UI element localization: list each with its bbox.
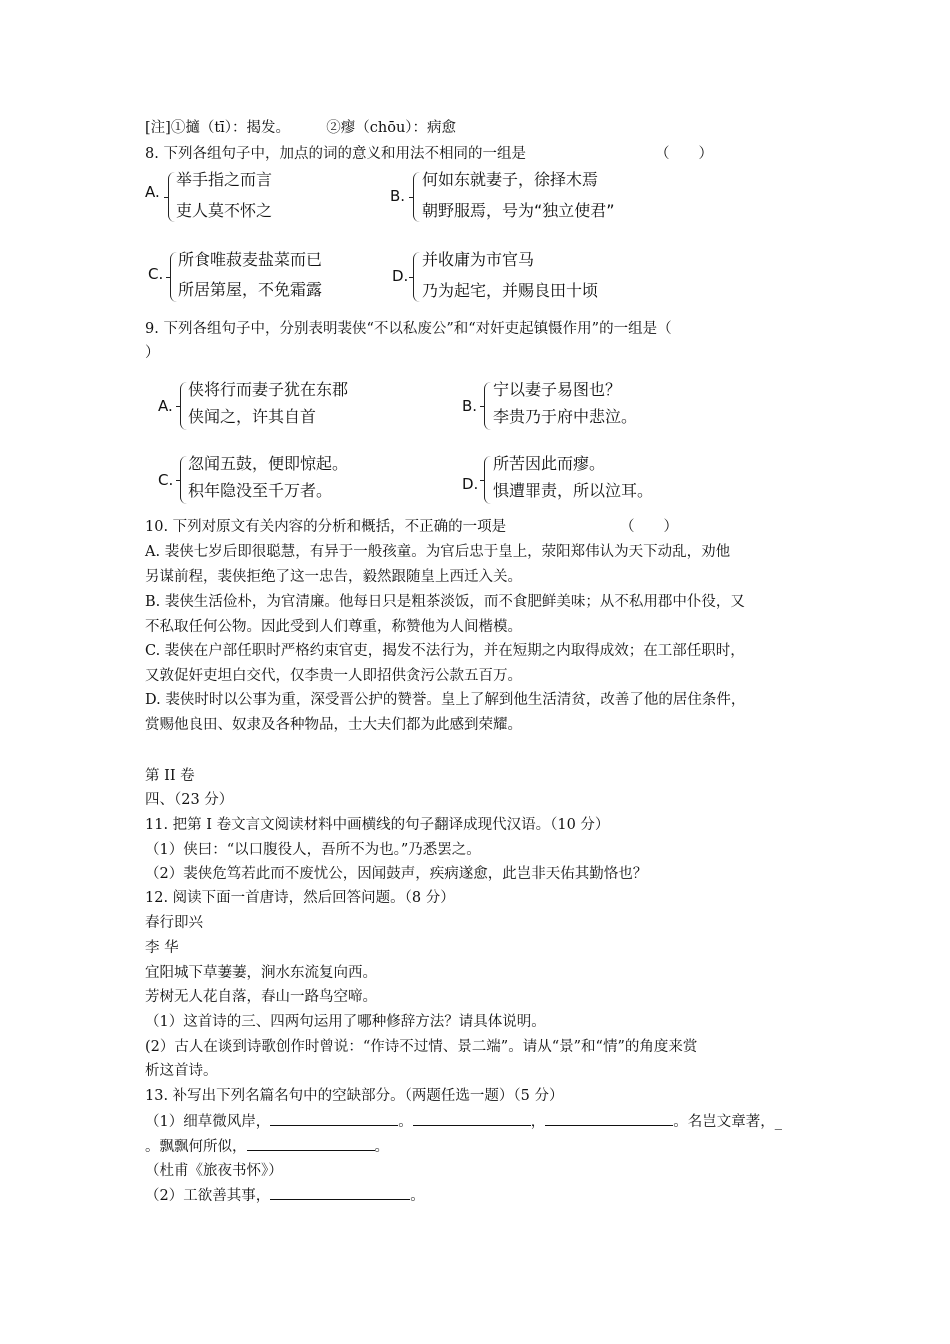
q13-item-2 (145, 1185, 425, 1206)
brace-icon (180, 456, 187, 504)
q13-text: 。名岂文章著， (673, 1114, 775, 1130)
q10-line: 赏赐他良田、奴隶及各种物品，士大夫们都为此感到荣耀。 (145, 717, 522, 733)
option-line: 忽闻五鼓，便即惊起。 (188, 454, 349, 473)
option-letter: D. (462, 475, 479, 493)
q10-stem: 10. 下列对原文有关内容的分析和概括，不正确的一项是 (145, 519, 507, 535)
option-letter: A. (158, 397, 173, 415)
option-letter: C. (158, 471, 174, 489)
q8-stem (145, 144, 526, 164)
answer-blank[interactable] (247, 1136, 375, 1151)
answer-blank[interactable] (413, 1111, 531, 1126)
brace-icon (180, 382, 187, 430)
answer-blank[interactable] (270, 1111, 398, 1126)
option-line: 吏人莫不怀之 (176, 201, 273, 220)
option-line: 惧遭罪责，所以泣耳。 (493, 481, 654, 500)
brace-icon (484, 456, 491, 504)
option-letter: B. (462, 397, 478, 415)
q13-text: 。 (410, 1188, 425, 1204)
note-line: [注]①擿（tī）：揭发。 ②瘳（chōu）：病愈 (145, 120, 457, 136)
q13-source: （杜甫《旅夜书怀》） (145, 1163, 283, 1179)
option-letter: C. (148, 265, 164, 283)
poem-title: 春行即兴 (145, 915, 203, 931)
q11-item-1: （1）侠曰：“以口腹役人，吾所不为也。”乃悉罢之。 (145, 842, 481, 858)
q10-line: B. 裴侠生活俭朴，为官清廉。他每日只是粗茶淡饭，而不食肥鲜美味；从不私用郡中仆役，又 (145, 594, 745, 610)
option-line: 宁以妻子易图也？ (493, 380, 622, 399)
q13-text: 。 (374, 1139, 389, 1155)
option-line: 并收庸为市官马 (422, 250, 535, 269)
q13-stem: 13. 补写出下列名篇名句中的空缺部分。（两题任选一题）（5 分） (145, 1088, 564, 1104)
brace-icon (484, 382, 491, 430)
option-letter: A. (145, 183, 160, 201)
poem-line: 宜阳城下草萋萋，涧水东流复向西。 (145, 965, 377, 981)
answer-blank[interactable] (270, 1185, 410, 1200)
q8-answer-paren: （ ） (655, 146, 713, 162)
option-line: 所食唯菽麦盐菜而已 (178, 250, 323, 269)
q11-stem: 11. 把第 I 卷文言文阅读材料中画横线的句子翻译成现代汉语。（10 分） (145, 817, 610, 833)
option-line: 举手指之而言 (176, 170, 273, 189)
q10-line: 又敦促奸吏坦白交代，仅李贵一人即招供贪污公款五百万。 (145, 668, 522, 684)
q9-stem-close: ） (145, 345, 160, 361)
q13-text: 。飘飘何所似， (145, 1139, 247, 1155)
q12-stem: 12. 阅读下面一首唐诗，然后回答问题。（8 分） (145, 890, 455, 906)
q10-answer-paren: （ ） (620, 519, 678, 535)
q10-line: A. 裴侠七岁后即很聪慧，有异于一般孩童。为官后忠于皇上，荥阳郑伟认为天下动乱，劝他 (145, 544, 731, 560)
option-line: 侠将行而妻子犹在东郡 (188, 380, 349, 399)
q9-stem: 9. 下列各组句子中，分别表明裴侠“不以私废公”和“对奸吏起镇慑作用”的一组是（ (145, 321, 672, 337)
answer-blank[interactable] (545, 1111, 673, 1126)
section-heading: 四、（23 分） (145, 792, 234, 808)
q10-line: 另谋前程，裴侠拒绝了这一忠告，毅然跟随皇上西迁入关。 (145, 569, 522, 585)
option-line: 乃为起宅，并赐良田十顷 (422, 281, 599, 300)
q8-stem-text: 8. 下列各组句子中，加点的词的意义和用法不相同的一组是 (145, 146, 526, 162)
brace-icon (170, 252, 177, 302)
q12-item-2-cont: 析这首诗。 (145, 1063, 218, 1079)
q10-line: C. 裴侠在户部任职时严格约束官吏，揭发不法行为，并在短期之内取得成效；在工部任职时， (145, 643, 745, 659)
option-letter: B. (390, 187, 406, 205)
brace-icon (413, 252, 420, 302)
q13-item-1-cont (145, 1136, 389, 1157)
poem-author: 李 华 (145, 940, 179, 956)
q13-text: （2）工欲善其事， (145, 1188, 271, 1204)
option-line: 朝野服焉，号为“独立使君” (422, 201, 615, 220)
brace-icon (168, 172, 175, 222)
option-line: 何如东就妻子，徐择木焉 (422, 170, 599, 189)
option-line: 积年隐没至千万者。 (188, 481, 333, 500)
part2-title: 第 II 卷 (145, 768, 195, 784)
q12-item-2: (2）古人在谈到诗歌创作时曾说：“作诗不过情、景二端”。请从“景”和“情”的角度来赏 (145, 1039, 698, 1055)
q13-text: （1）细草微风岸， (145, 1114, 271, 1130)
q10-line: D. 裴侠时时以公事为重，深受晋公护的赞誉。皇上了解到他生活清贫，改善了他的居住条件， (145, 692, 746, 708)
q13-item-1 (145, 1111, 782, 1132)
q13-text: _ (774, 1114, 782, 1130)
option-line: 李贵乃于府中悲泣。 (493, 407, 638, 426)
option-line: 所苦因此而瘳。 (493, 454, 606, 473)
option-letter: D. (392, 267, 409, 285)
q12-item-1: （1）这首诗的三、四两句运用了哪种修辞方法？请具体说明。 (145, 1014, 546, 1030)
option-line: 所居第屋，不免霜露 (178, 280, 323, 299)
q13-text: ， (530, 1114, 546, 1130)
q11-item-2: （2）裴侠危笃若此而不废忧公，因闻鼓声，疾病遂愈，此岂非天佑其勤恪也？ (145, 866, 648, 882)
option-line: 侠闻之，许其自首 (188, 407, 317, 426)
q13-text: 。 (398, 1114, 413, 1130)
brace-icon (413, 172, 420, 222)
poem-line: 芳树无人花自落，春山一路鸟空啼。 (145, 989, 377, 1005)
q10-line: 不私取任何公物。因此受到人们尊重，称赞他为人间楷模。 (145, 619, 522, 635)
